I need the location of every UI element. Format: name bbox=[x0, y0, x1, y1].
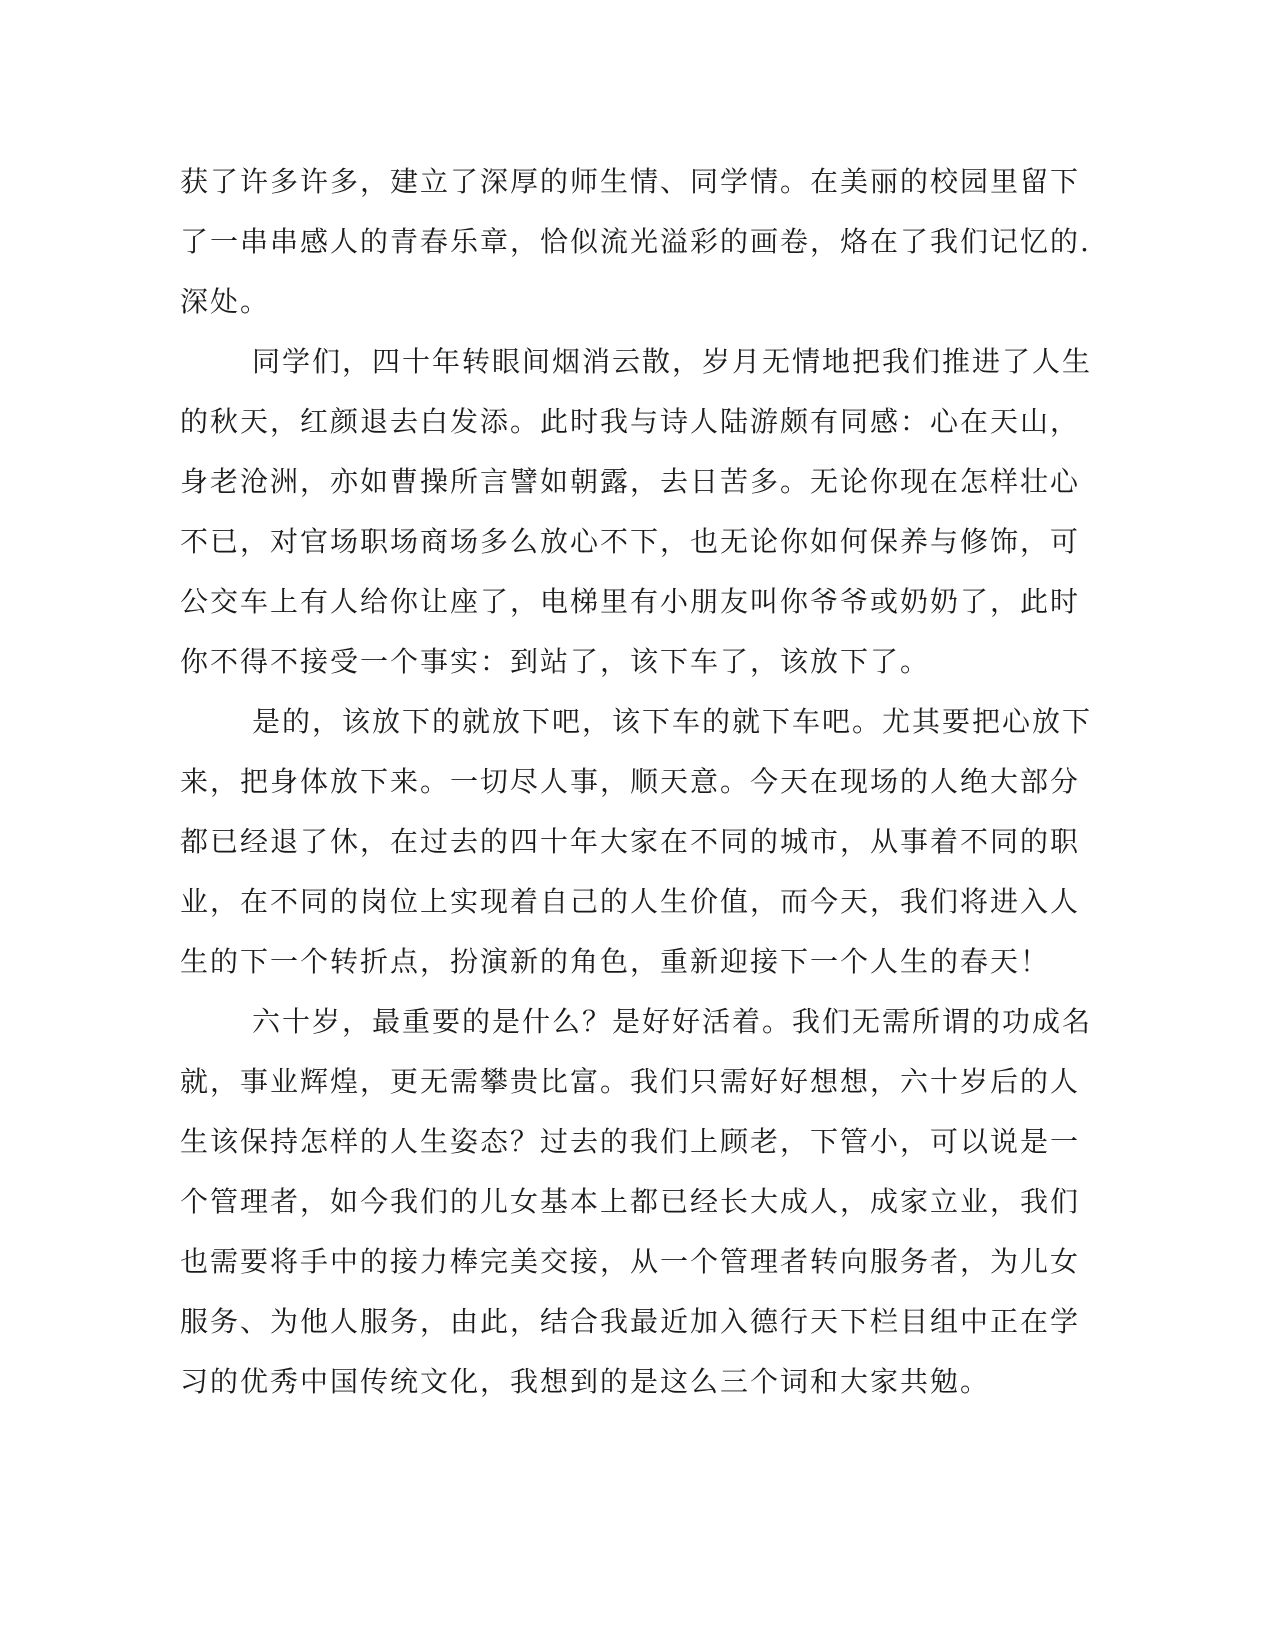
text-line: 服务、为他人服务，由此，结合我最近加入德行天下栏目组中正在学 bbox=[180, 1305, 1081, 1338]
paragraph-start-line: 同学们，四十年转眼间烟消云散，岁月无情地把我们推进了人生 bbox=[252, 345, 1093, 378]
text-line: 深处。 bbox=[180, 285, 271, 318]
text-line: 来，把身体放下来。一切尽人事，顺天意。今天在现场的人绝大部分 bbox=[180, 765, 1081, 798]
text-line: 获了许多许多，建立了深厚的师生情、同学情。在美丽的校园里留下 bbox=[180, 165, 1081, 198]
text-line: 生该保持怎样的人生姿态？过去的我们上顾老，下管小，可以说是一 bbox=[180, 1125, 1081, 1158]
text-line: 公交车上有人给你让座了，电梯里有小朋友叫你爷爷或奶奶了，此时 bbox=[180, 585, 1081, 618]
text-line: 也需要将手中的接力棒完美交接，从一个管理者转向服务者，为儿女 bbox=[180, 1245, 1081, 1278]
paragraph-start-line: 是的，该放下的就放下吧，该下车的就下车吧。尤其要把心放下 bbox=[252, 705, 1093, 738]
text-line: 你不得不接受一个事实：到站了，该下车了，该放下了。 bbox=[180, 645, 931, 678]
text-line: 个管理者，如今我们的儿女基本上都已经长大成人，成家立业，我们 bbox=[180, 1185, 1081, 1218]
text-line: 的秋天，红颜退去白发添。此时我与诗人陆游颇有同感：心在天山， bbox=[180, 405, 1081, 438]
text-line: 了一串串感人的青春乐章，恰似流光溢彩的画卷，烙在了我们记忆的. bbox=[180, 225, 1091, 258]
document-body bbox=[180, 160, 1093, 1420]
text-line: 习的优秀中国传统文化，我想到的是这么三个词和大家共勉。 bbox=[180, 1365, 991, 1398]
text-line: 业，在不同的岗位上实现着自己的人生价值，而今天，我们将进入人 bbox=[180, 885, 1081, 918]
text-line: 不已，对官场职场商场多么放心不下，也无论你如何保养与修饰，可 bbox=[180, 525, 1081, 558]
paragraph-start-line: 六十岁，最重要的是什么？是好好活着。我们无需所谓的功成名 bbox=[252, 1005, 1093, 1038]
text-line: 都已经退了休，在过去的四十年大家在不同的城市，从事着不同的职 bbox=[180, 825, 1081, 858]
text-line: 就，事业辉煌，更无需攀贵比富。我们只需好好想想，六十岁后的人 bbox=[180, 1065, 1081, 1098]
text-line: 生的下一个转折点，扮演新的角色，重新迎接下一个人生的春天！ bbox=[180, 945, 1051, 978]
text-line: 身老沧洲，亦如曹操所言譬如朝露，去日苦多。无论你现在怎样壮心 bbox=[180, 465, 1081, 498]
